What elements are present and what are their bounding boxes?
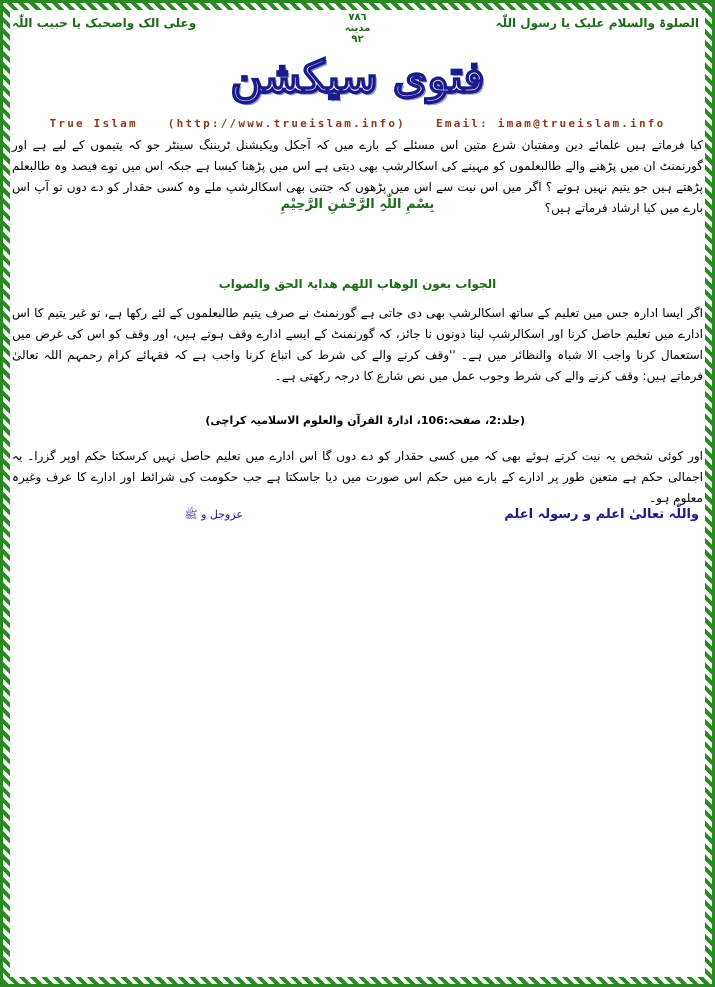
page-number-sub: مدینہ [344, 23, 371, 34]
answer-heading: الجواب بعون الوھاب اللھم ھدایۃ الحق والصواب [218, 277, 497, 291]
site-name: True Islam [49, 117, 138, 130]
answer-paragraph-1: اگر ایسا ادارہ جس میں تعلیم کے ساتھ اسکالرشپ بھی دی جاتی ہے گورنمنٹ نے صرف یتیم طالبعلموں کے لئے رکھا ہے، تو غیر یتیم کا اس ادارے میں تعلیم حاصل کرنا اور اسکالرشپ لینا دونوں نا جائز، کہ گورنمنٹ کے ایسے ادارے وقف ہوتے ہیں، اور وقف کو اس کی غرض میں استعمال کرنا واجب الا شباہ والنظائر میں ہے۔ ''وقف کرنے والے کی شرط کی اتباع کرنا واجب ہے کہ فقہائے کرام رحمہم اللہ تعالیٰ فرماتے ہیں: وقف کرنے والے کی شرط وجوب عمل میں نص شارع کا درجہ رکھتی ہے۔ [12, 306, 703, 383]
email-label: Email: [436, 117, 489, 130]
closing-honorific: عزوجل و ﷺ [184, 508, 243, 521]
bismillah: بِسْمِ اللّٰہِ الرَّحْمٰنِ الرَّحِیْمِ [280, 197, 435, 212]
page-title: فتوی سیکشن [230, 52, 485, 103]
header-salutation-right: الصلوۃ والسلام علیک یا رسول اللّٰہ [495, 16, 699, 30]
site-url-link[interactable]: (http://www.trueislam.info) [167, 117, 407, 130]
answer-paragraph-2: اور کوئی شخص یہ نیت کرتے ہوئے بھی کہ میں کسی حقدار کو دے دوں گا اس ادارے میں تعلیم حاصل نہیں کرسکتا حکم اوپر گزرا۔ یہ اجمالی حکم ہے متعین طور پر ادارے کے بارے میں حکم اس صورت میں دیا جاسکتا ہے جب حکومت کی شرائط اور ادارے کا عرف وغیرہ معلوم ہو۔ [12, 449, 703, 505]
header-salutation-left: وعلی الک واصحبک یا حبیب اللّٰہ [12, 16, 197, 30]
page-number-top: ٧٨٦ [348, 12, 367, 23]
page-content [10, 10, 705, 977]
website-line [10, 117, 705, 130]
page-number-bottom: ٩٢ [351, 34, 364, 45]
question-text: کیا فرماتے ہیں علمائے دین ومفتیان شرع متین اس مسئلے کے بارے میں کہ آجکل ویکیشنل ٹریننگ سینٹر جو کہ یتیموں کے لیے ہے اور گورنمنٹ ان میں پڑھنے والے طالبعلموں کو مہینے کی اسکالرشپ بھی دیتی ہے اس میں پڑھنا کیسا ہے جبکہ اس میں نوے فیصد وہ طالبعلم پڑھتے ہیں جو یتیم نہیں ہوتے ؟ اگر میں اس نیت سے اس میں پڑھوں کہ جتنی بھی اسکالرشپ ملے وہ کسی حقدار کو دے دوں تو آپ اس بارے میں کیا ارشاد فرماتے ہیں؟ [12, 138, 703, 215]
closing-formula: واللّٰہ تعالیٰ اعلم و رسولہ اعلم [504, 507, 699, 522]
reference-citation: (جلد:2، صفحہ:106، ادارۃ القرآن والعلوم الاسلامیہ کراچی) [205, 414, 525, 427]
email-link[interactable]: imam@trueislam.info [497, 117, 666, 130]
